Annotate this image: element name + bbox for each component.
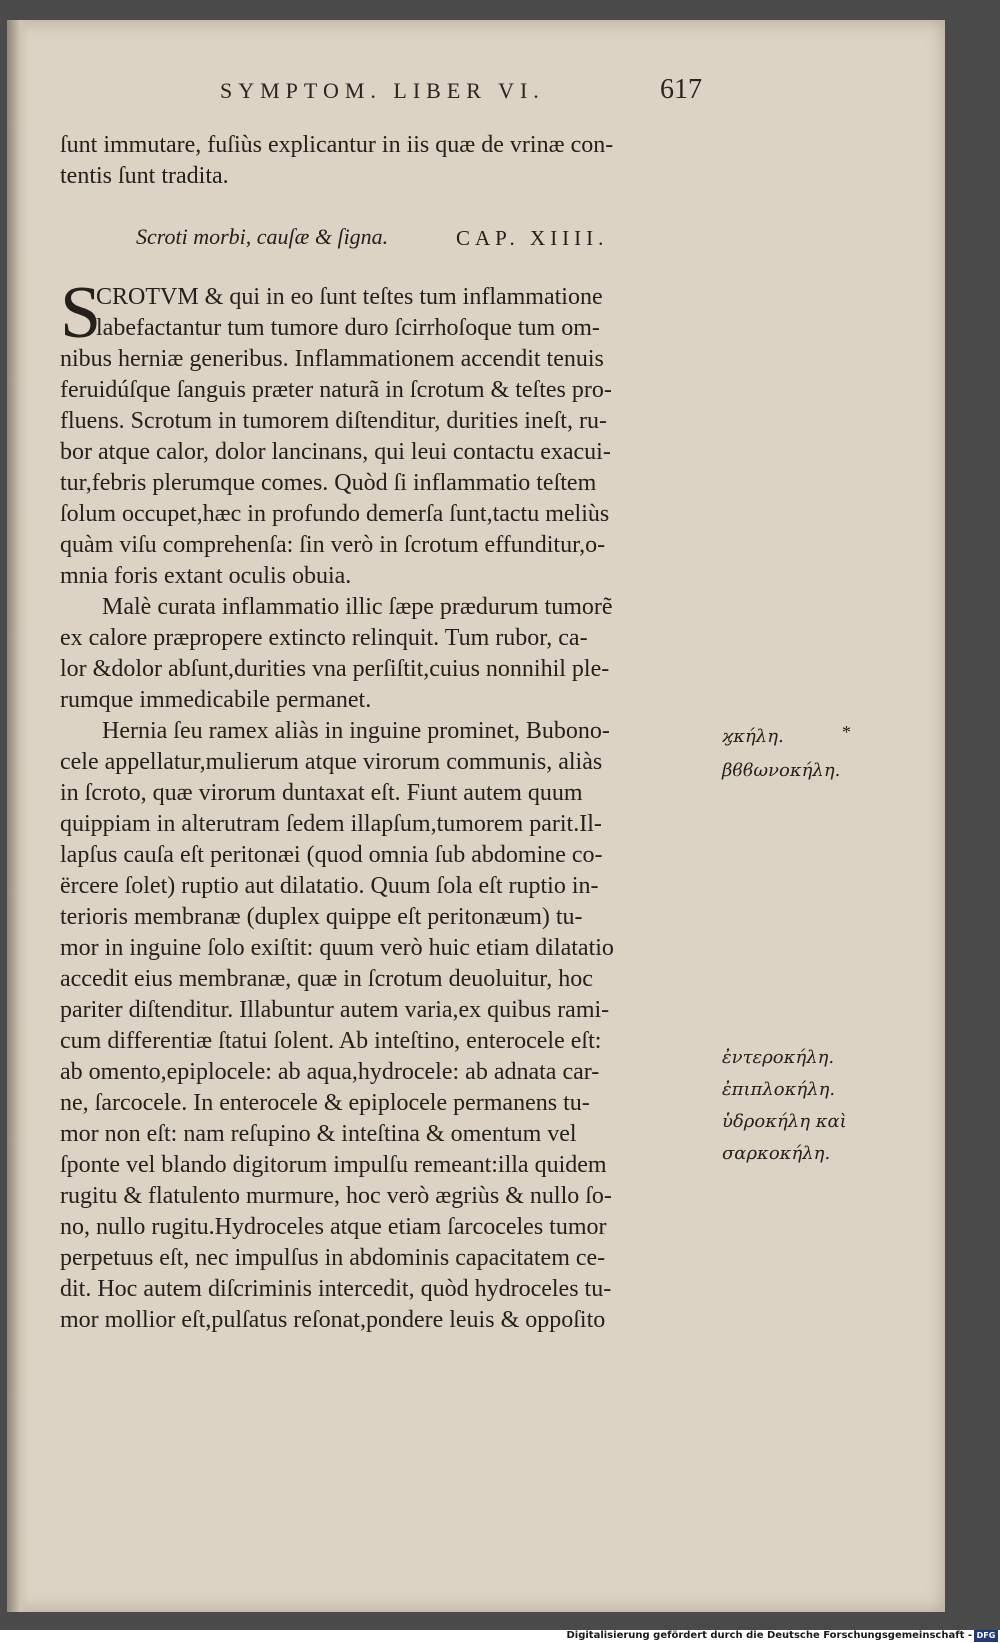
- chapter-number: CAP. XIIII.: [456, 226, 609, 250]
- text-line: pariter diſtenditur. Illabuntur autem varia,ex quibus rami-: [60, 997, 610, 1023]
- text-line: ſunt immutare, fuſiùs explicantur in iis quæ de vrinæ con-: [60, 132, 614, 158]
- margin-note-bubonocele: βϐϐωνοκήλη.: [722, 760, 841, 781]
- text-line: perpetuus eſt, nec impulſus in abdominis capacitatem ce-: [60, 1245, 606, 1271]
- text-line: mor in inguine ſolo exiſtit: quum verò huic etiam dilatatio: [60, 935, 614, 961]
- opening-text: [60, 130, 710, 192]
- text-line: quippiam in alterutram ſedem illapſum,tumorem parit.Il-: [60, 811, 602, 837]
- text-line: lor &dolor abſunt,durities vna perſiſtit,cuius nonnihil ple-: [60, 656, 610, 682]
- text-line: labefactantur tum tumore duro ſcirrhoſoque tum om-: [96, 315, 600, 341]
- text-line: in ſcroto, quæ virorum duntaxat eſt. Fiunt autem quum: [60, 780, 583, 806]
- text-line: dit. Hoc autem diſcriminis intercedit, quòd hydroceles tu-: [60, 1276, 612, 1302]
- text-line: ab omento,epiplocele: ab aqua,hydrocele: ab adnata car-: [60, 1059, 600, 1085]
- running-head-title: SYMPTOM. LIBER VI.: [220, 78, 545, 103]
- text-line: feruidúſque ſanguis præter naturã in ſcrotum & teſtes pro-: [60, 377, 612, 403]
- text-line: fluens. Scrotum in tumorem diſtenditur, durities ineſt, ru-: [60, 408, 607, 434]
- text-line: quàm viſu comprehenſa: ſin verò in ſcrotum effunditur,o-: [60, 532, 606, 558]
- text-line: rumque immedicabile permanet.: [60, 687, 372, 713]
- text-line: mor mollior eſt,pulſatus reſonat,pondere leuis & oppoſito: [60, 1307, 606, 1333]
- text-line: terioris membranæ (duplex quippe eſt peritonæum) tu-: [60, 904, 583, 930]
- text-line: accedit eius membranæ, quæ in ſcrotum deuoluitur, hoc: [60, 966, 593, 992]
- text-line: ex calore præpropere extincto relinquit. Tum rubor, ca-: [60, 625, 588, 651]
- text-line: bor atque calor, dolor lancinans, qui leui contactu exacui-: [60, 439, 611, 465]
- text-line: cum differentiæ ſtatui ſolent. Ab inteſtino, enterocele eſt:: [60, 1028, 602, 1054]
- text-line: rugitu & flatulento murmure, hoc verò ægriùs & nullo ſo-: [60, 1183, 612, 1209]
- margin-note-enterocele: ἐντεροκήλη.: [722, 1047, 835, 1068]
- margin-note-sarcocele: σαρκοκήλη.: [722, 1143, 831, 1164]
- text-line: Hernia ſeu ramex aliàs in inguine prominet, Bubono-: [102, 718, 610, 744]
- text-line: mnia foris extant oculis obuia.: [60, 563, 352, 589]
- text-line: ne, ſarcocele. In enterocele & epiplocele permanens tu-: [60, 1090, 590, 1116]
- margin-note-hydrocele: ὑδροκήλη καὶ: [722, 1111, 847, 1132]
- margin-note-epiplocele: ἐπιπλοκήλη.: [722, 1079, 836, 1100]
- drop-cap-initial: S: [60, 272, 102, 354]
- page-gutter-shadow: [7, 20, 29, 1612]
- chapter-title: Scroti morbi, cauſæ & ſigna.: [136, 224, 389, 249]
- margin-note-kele: ϗκήλη.: [722, 726, 784, 747]
- text-line: cele appellatur,mulierum atque virorum communis, aliàs: [60, 749, 603, 775]
- footer-credit: Digitalisierung gefördert durch die Deutsche Forschungsgemeinschaft -: [566, 1630, 972, 1641]
- dfg-logo: DFG: [974, 1630, 998, 1642]
- chapter-body-text: [60, 282, 710, 1336]
- page-number: 617: [660, 74, 702, 105]
- text-line: CROTVM & qui in eo ſunt teſtes tum inflammatione: [96, 284, 603, 310]
- text-line: ërcere ſolet) ruptio aut dilatatio. Quum ſola eſt ruptio in-: [60, 873, 599, 899]
- text-line: ſolum occupet,hæc in profundo demerſa ſunt,tactu meliùs: [60, 501, 610, 527]
- text-line: no, nullo rugitu.Hydroceles atque etiam ſarcoceles tumor: [60, 1214, 607, 1240]
- text-line: Malè curata inflammatio illic ſæpe prædurum tumorẽ: [102, 594, 613, 620]
- text-line: ſponte vel blando digitorum impulſu remeant:illa quidem: [60, 1152, 607, 1178]
- text-line: tentis ſunt tradita.: [60, 163, 229, 189]
- chapter-heading: [136, 222, 676, 256]
- text-line: tur,febris plerumque comes. Quòd ſi inflammatio teſtem: [60, 470, 597, 496]
- text-line: mor non eſt: nam reſupino & inteſtina & omentum vel: [60, 1121, 577, 1147]
- text-line: nibus herniæ generibus. Inflammationem accendit tenuis: [60, 346, 604, 372]
- margin-mark: *: [842, 722, 851, 742]
- text-line: lapſus cauſa eſt peritonæi (quod omnia ſub abdomine co-: [60, 842, 603, 868]
